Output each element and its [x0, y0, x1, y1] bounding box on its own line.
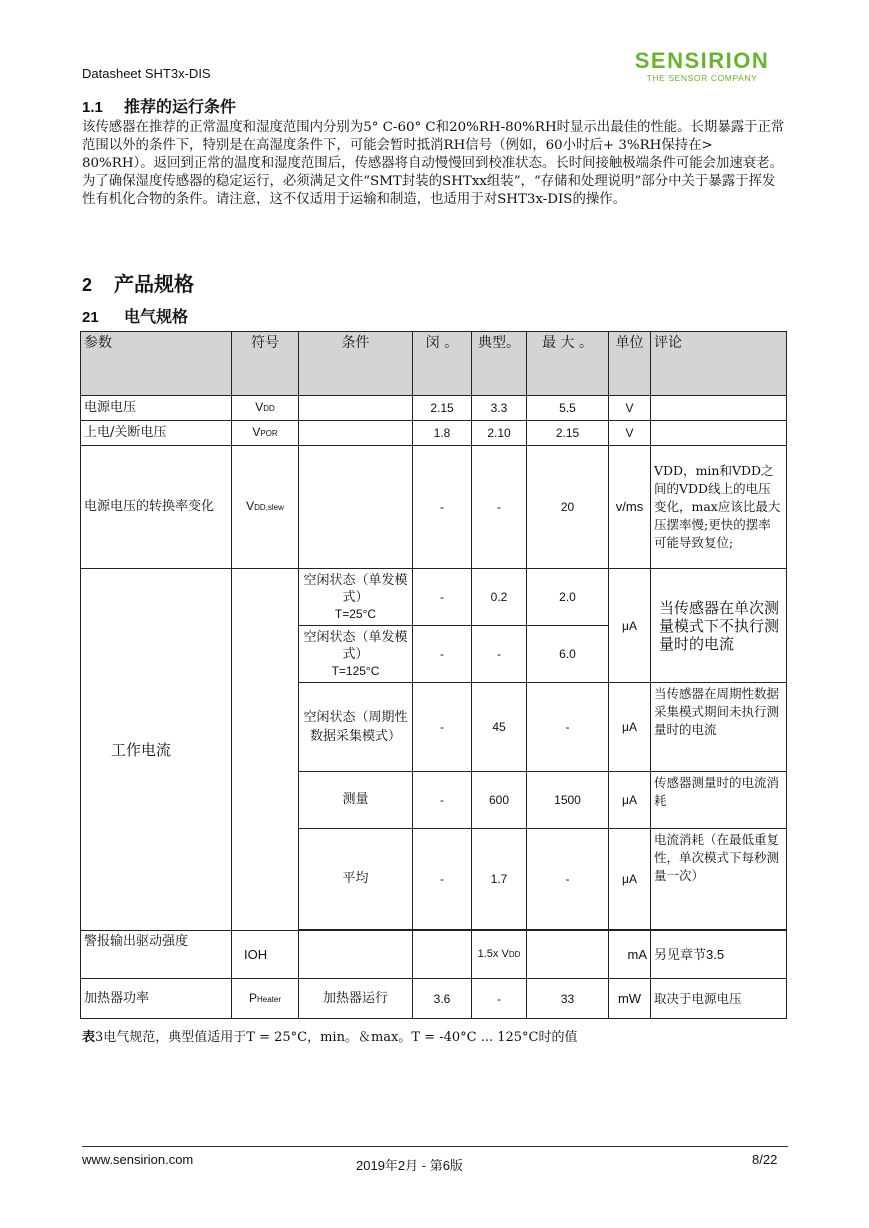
table-row-alert [81, 931, 787, 979]
table-caption [82, 1026, 578, 1045]
vdd-unit: V [609, 396, 651, 421]
heading-2-title: 产品规格 [114, 272, 194, 296]
heading-1-1-title: 推荐的运行条件 [124, 97, 237, 116]
slew-comment: VDD，min和VDD之间的VDD线上的电压变化，max应该比最大压摆率慢;更快的摆率可能导致复位; [651, 446, 787, 569]
heater-unit: mW [609, 979, 651, 1019]
idle3-typ: 45 [472, 683, 527, 772]
table-row-heater [81, 979, 787, 1019]
idle2-max: 6.0 [527, 626, 609, 683]
measure-min: - [413, 772, 472, 829]
alert-unit: mA [609, 931, 651, 979]
slew-param: 电源电压的转换率变化 [81, 446, 232, 569]
idle1-condition: 空闲状态（单发模式） T=25°C [299, 569, 413, 626]
heading-1-1-number: 1.1 [82, 99, 103, 116]
measure-unit: μA [609, 772, 651, 829]
average-condition: 平均 [299, 829, 413, 930]
idle3-condition: 空闲状态（周期性数据采集模式） [299, 683, 413, 772]
measure-max: 1500 [527, 772, 609, 829]
logo-tagline: THE SENSOR COMPANY [646, 73, 758, 83]
average-unit: μA [609, 829, 651, 930]
idle1-min: - [413, 569, 472, 626]
alert-min [413, 931, 472, 979]
heading-2-1-number: 21 [82, 309, 99, 326]
header-typ: 典型。 [472, 332, 527, 396]
vpor-typ: 2.10 [472, 421, 527, 446]
header-symbol: 符号 [232, 332, 299, 396]
table-row-vpor [81, 421, 787, 446]
slew-max: 20 [527, 446, 609, 569]
vpor-unit: V [609, 421, 651, 446]
measure-condition: 测量 [299, 772, 413, 829]
average-comment: 电流消耗（在最低重复性，单次模式下每秒测量一次） [651, 829, 787, 930]
vdd-typ: 3.3 [472, 396, 527, 421]
heading-1-1 [82, 94, 236, 117]
vpor-param: 上电/关断电压 [81, 421, 232, 446]
heading-2-number: 2 [82, 275, 93, 295]
vpor-comment [651, 421, 787, 446]
current-param: 工作电流 [81, 569, 232, 931]
footer-divider [82, 1146, 788, 1147]
vpor-max: 2.15 [527, 421, 609, 446]
logo-wordmark: SENSIRION [634, 48, 770, 73]
slew-symbol: VDD,slew [232, 446, 299, 569]
heading-2-1 [82, 304, 188, 327]
vpor-min: 1.8 [413, 421, 472, 446]
heading-2-1-title: 电气规格 [124, 307, 189, 326]
vdd-param: 电源电压 [81, 396, 232, 421]
header-max: 最 大 。 [527, 332, 609, 396]
idle2-min: - [413, 626, 472, 683]
idle-unit: μA [609, 569, 651, 683]
slew-unit: v/ms [609, 446, 651, 569]
footer-date: 2019年2月 - 第6版 [356, 1158, 463, 1173]
footer-page-number: 8/22 [752, 1152, 778, 1167]
alert-param: 警报输出驱动强度 [81, 931, 232, 979]
sensirion-logo [617, 50, 787, 83]
slew-min: - [413, 446, 472, 569]
vpor-condition [299, 421, 413, 446]
heater-symbol: PHeater [232, 979, 299, 1019]
caption-label: 表 [82, 1030, 96, 1045]
alert-symbol: IOH [232, 931, 299, 979]
idle3-min: - [413, 683, 472, 772]
vdd-comment [651, 396, 787, 421]
measure-comment: 传感器测量时的电流消耗 [651, 772, 787, 829]
heater-comment: 取决于电源电压 [651, 979, 787, 1019]
heater-param: 加热器功率 [81, 979, 232, 1019]
measure-typ: 600 [472, 772, 527, 829]
slew-typ: - [472, 446, 527, 569]
header-min: 闵 。 [413, 332, 472, 396]
heater-condition: 加热器运行 [299, 979, 413, 1019]
caption-text: 3电气规范，典型值适用于T = 25°C，min。＆max。T = -40°C ... 125°C时的值 [95, 1030, 578, 1045]
table-row-idle-single-25 [81, 569, 787, 626]
idle2-condition: 空闲状态（单发模式） T=125°C [299, 626, 413, 683]
idle1-typ: 0.2 [472, 569, 527, 626]
operating-conditions-paragraph: 该传感器在推荐的正常温度和湿度范围内分别为5° C-60° C和20%RH-80%RH时显示出最佳的性能。长期暴露于正常范围以外的条件下，特别是在高湿度条件下，可能会暂时抵消RH信号（例如，60小时后+ 3%RH保持在> 80%RH）。返回到正常的温度和湿度范围后，传感器将自动慢慢回到校准状态。长时间接触极端条件可能会加速衰老。为了确保湿度传感器的稳定运行，必须满足文件“SMT封装的SHTxx组装”，“存储和处理说明”部分中关于暴露于挥发性有机化合物的条件。请注意，这不仅适用于运输和制造，也适用于对SHT3x-DIS的操作。 [82, 120, 785, 207]
heading-2 [82, 268, 194, 297]
vdd-condition [299, 396, 413, 421]
header-unit: 单位 [609, 332, 651, 396]
heater-typ: - [472, 979, 527, 1019]
idle-comment: 当传感器在单次测量模式下不执行测量时的电流 [651, 569, 787, 683]
alert-max [527, 931, 609, 979]
idle3-unit: μA [609, 683, 651, 772]
vpor-symbol: VPOR [232, 421, 299, 446]
vdd-symbol: VDD [232, 396, 299, 421]
alert-typ: 1.5x VDD [472, 931, 527, 979]
footer-website: www.sensirion.com [82, 1152, 194, 1167]
slew-condition [299, 446, 413, 569]
table-row-slew [81, 446, 787, 569]
heater-min: 3.6 [413, 979, 472, 1019]
heater-max: 33 [527, 979, 609, 1019]
average-min: - [413, 829, 472, 930]
alert-condition [299, 931, 413, 979]
vdd-min: 2.15 [413, 396, 472, 421]
average-max: - [527, 829, 609, 930]
average-typ: 1.7 [472, 829, 527, 930]
header-param: 参数 [81, 332, 232, 396]
header-comment: 评论 [651, 332, 787, 396]
alert-comment: 另见章节3.5 [651, 931, 787, 979]
table-header-row [81, 332, 787, 396]
table-row-vdd [81, 396, 787, 421]
electrical-spec-table [80, 331, 787, 1019]
idle3-max: - [527, 683, 609, 772]
idle3-comment: 当传感器在周期性数据采集模式期间未执行测量时的电流 [651, 683, 787, 772]
vdd-max: 5.5 [527, 396, 609, 421]
idle2-typ: - [472, 626, 527, 683]
doc-title: Datasheet SHT3x-DIS [82, 66, 211, 81]
current-symbol [232, 569, 299, 931]
header-condition: 条件 [299, 332, 413, 396]
idle1-max: 2.0 [527, 569, 609, 626]
